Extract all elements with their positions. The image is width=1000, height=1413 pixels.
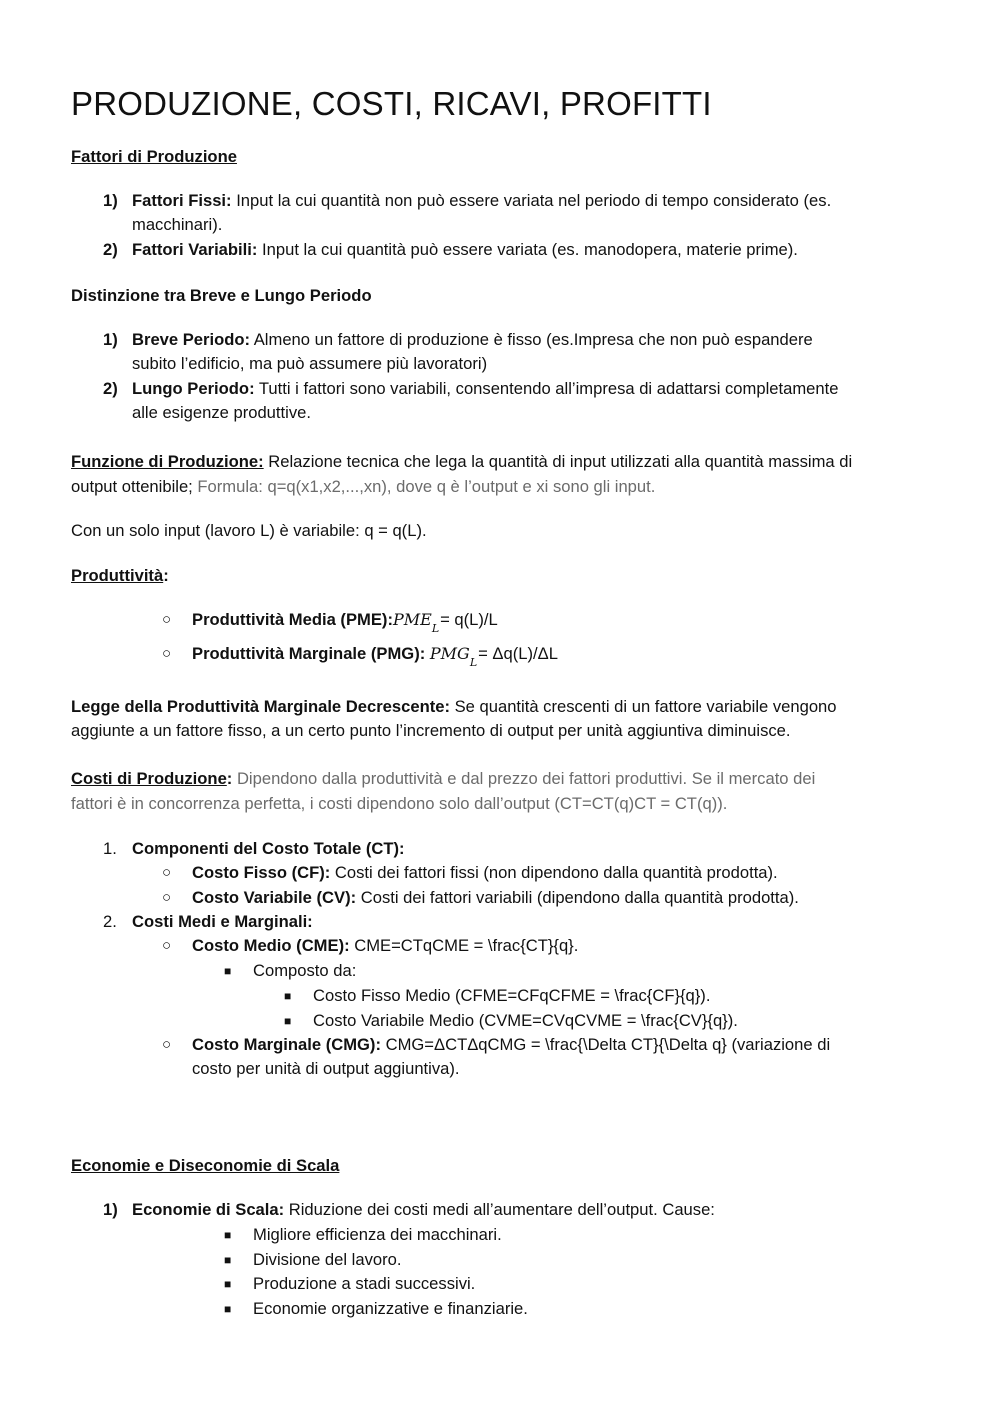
- heading-economie: Economie e Diseconomie di Scala: [71, 1156, 340, 1175]
- item-text-continued: subito l’edificio, ma può assumere più lavoratori): [132, 354, 488, 373]
- page-title: PRODUZIONE, COSTI, RICAVI, PROFITTI: [71, 85, 712, 122]
- item-text: Input la cui quantità non può essere variata nel periodo di tempo considerato (es.: [231, 191, 832, 210]
- paragraph-text: Se quantità crescenti di un fattore variabile vengono: [450, 697, 837, 716]
- heading-fattori: Fattori di Produzione: [71, 147, 237, 166]
- bullet-square: ■: [224, 1302, 232, 1316]
- math-symbol: PME: [392, 610, 432, 629]
- list-item-cause: Divisione del lavoro.: [253, 1250, 402, 1269]
- list-item-fattori-fissi: [132, 189, 831, 213]
- list-item-economie-scala: [132, 1198, 715, 1222]
- list-item-lungo-periodo: [132, 377, 838, 401]
- paragraph-solo-input: Con un solo input (lavoro L) è variabile: q = q(L).: [71, 521, 427, 540]
- term-label: Produttività Marginale (PMG):: [192, 644, 426, 663]
- term-label: Costo Fisso (CF):: [192, 863, 331, 882]
- list-number: 1): [103, 191, 118, 210]
- formula-text: Formula: q=q(x1,x2,...,xn), dove q è l’output e xi sono gli input.: [197, 477, 656, 496]
- item-text: Tutti i fattori sono variabili, consentendo all’impresa di adattarsi completamente: [254, 379, 839, 398]
- term-label: Costo Marginale (CMG):: [192, 1035, 381, 1054]
- list-item-pmg: [192, 642, 558, 668]
- term-label: Fattori Fissi:: [132, 191, 232, 210]
- formula-text: = q(L)/L: [440, 610, 498, 629]
- paragraph-legge-line2: aggiunte a un fattore fisso, a un certo punto l’incremento di output per unità aggiuntiva diminuisce.: [71, 721, 791, 740]
- term-label: Breve Periodo:: [132, 330, 251, 349]
- term-label: Costo Variabile (CV):: [192, 888, 357, 907]
- list-item-cfme: Costo Fisso Medio (CFME=CFqCFME = \frac{CF}{q}).: [313, 986, 711, 1005]
- list-number: 2.: [103, 912, 117, 931]
- bullet-square: ■: [284, 989, 292, 1003]
- item-text: CME=CTqCME = \frac{CT}{q}.: [349, 936, 579, 955]
- bullet-circle: ○: [162, 1036, 172, 1053]
- list-item-cvme: Costo Variabile Medio (CVME=CVqCVME = \frac{CV}{q}).: [313, 1011, 738, 1030]
- bullet-circle: ○: [162, 864, 172, 881]
- bullet-circle: ○: [162, 645, 172, 662]
- item-text-continued: alle esigenze produttive.: [132, 403, 311, 422]
- item-text: Costi dei fattori fissi (non dipendono dalla quantità prodotta).: [330, 863, 778, 882]
- term-label: Produttività: [71, 566, 164, 585]
- term-label: Legge della Produttività Marginale Decrescente:: [71, 697, 450, 716]
- item-text: Almeno un fattore di produzione è fisso (es.Impresa che non può espandere: [250, 330, 813, 349]
- list-item-cause: Migliore efficienza dei macchinari.: [253, 1225, 502, 1244]
- paragraph-costi-line2: fattori è in concorrenza perfetta, i costi dipendono solo dall’output (CT=CT(q)CT = CT(q)).: [71, 794, 728, 813]
- bullet-circle: ○: [162, 889, 172, 906]
- colon: :: [226, 769, 233, 788]
- bullet-square: ■: [224, 964, 232, 978]
- list-item-pme: [192, 608, 498, 634]
- formula-text: = Δq(L)/ΔL: [478, 644, 558, 663]
- term-label: Funzione di Produzione:: [71, 452, 264, 471]
- item-text-continued: macchinari).: [132, 215, 223, 234]
- colon: :: [163, 566, 169, 585]
- term-label: Fattori Variabili:: [132, 240, 258, 259]
- list-item-costo-marginale: [192, 1033, 830, 1057]
- term-label: Economie di Scala:: [132, 1200, 285, 1219]
- heading-distinzione: Distinzione tra Breve e Lungo Periodo: [71, 286, 372, 305]
- list-item-costi-medi: Costi Medi e Marginali:: [132, 912, 313, 931]
- list-item-componenti: Componenti del Costo Totale (CT):: [132, 839, 405, 858]
- item-text: Riduzione dei costi medi all’aumentare dell’output. Cause:: [284, 1200, 715, 1219]
- paragraph-funzione-line2: [71, 475, 655, 499]
- list-number: 1): [103, 330, 118, 349]
- paragraph-costi: [71, 767, 815, 791]
- term-label: Produttività Media (PME):: [192, 610, 393, 629]
- term-label: Costi di Produzione: [71, 769, 227, 788]
- bullet-square: ■: [284, 1014, 292, 1028]
- list-item-costo-variabile: [192, 886, 799, 910]
- paragraph-text: output ottenibile;: [71, 477, 198, 496]
- bullet-circle: ○: [162, 937, 172, 954]
- list-number: 2): [103, 240, 118, 259]
- list-item-breve-periodo: [132, 328, 813, 352]
- list-item-costo-medio: [192, 934, 578, 958]
- heading-produttivita: [71, 564, 169, 588]
- math-symbol: PMG: [429, 644, 470, 663]
- bullet-square: ■: [224, 1253, 232, 1267]
- item-text-continued: costo per unità di output aggiuntiva).: [192, 1059, 460, 1078]
- paragraph-funzione: [71, 450, 852, 474]
- bullet-square: ■: [224, 1277, 232, 1291]
- list-number: 2): [103, 379, 118, 398]
- term-label: Lungo Periodo:: [132, 379, 255, 398]
- math-subscript: L: [431, 622, 440, 635]
- list-number: 1.: [103, 839, 117, 858]
- item-text: CMG=ΔCTΔqCMG = \frac{\Delta CT}{\Delta q} (variazione di: [380, 1035, 831, 1054]
- item-text: Input la cui quantità può essere variata (es. manodopera, materie prime).: [257, 240, 798, 259]
- list-item-costo-fisso: [192, 861, 778, 885]
- list-number: 1): [103, 1200, 118, 1219]
- list-item-cause: Produzione a stadi successivi.: [253, 1274, 476, 1293]
- list-item-composto: Composto da:: [253, 961, 357, 980]
- list-item-cause: Economie organizzative e finanziarie.: [253, 1299, 528, 1318]
- paragraph-text: Relazione tecnica che lega la quantità di input utilizzati alla quantità massima di: [263, 452, 853, 471]
- paragraph-text: Dipendono dalla produttività e dal prezzo dei fattori produttivi. Se il mercato dei: [232, 769, 816, 788]
- bullet-circle: ○: [162, 611, 172, 628]
- term-label: Costo Medio (CME):: [192, 936, 350, 955]
- item-text: Costi dei fattori variabili (dipendono dalla quantità prodotta).: [356, 888, 799, 907]
- paragraph-legge: [71, 695, 837, 719]
- list-item-fattori-variabili: [132, 238, 798, 262]
- math-subscript: L: [469, 656, 478, 669]
- bullet-square: ■: [224, 1228, 232, 1242]
